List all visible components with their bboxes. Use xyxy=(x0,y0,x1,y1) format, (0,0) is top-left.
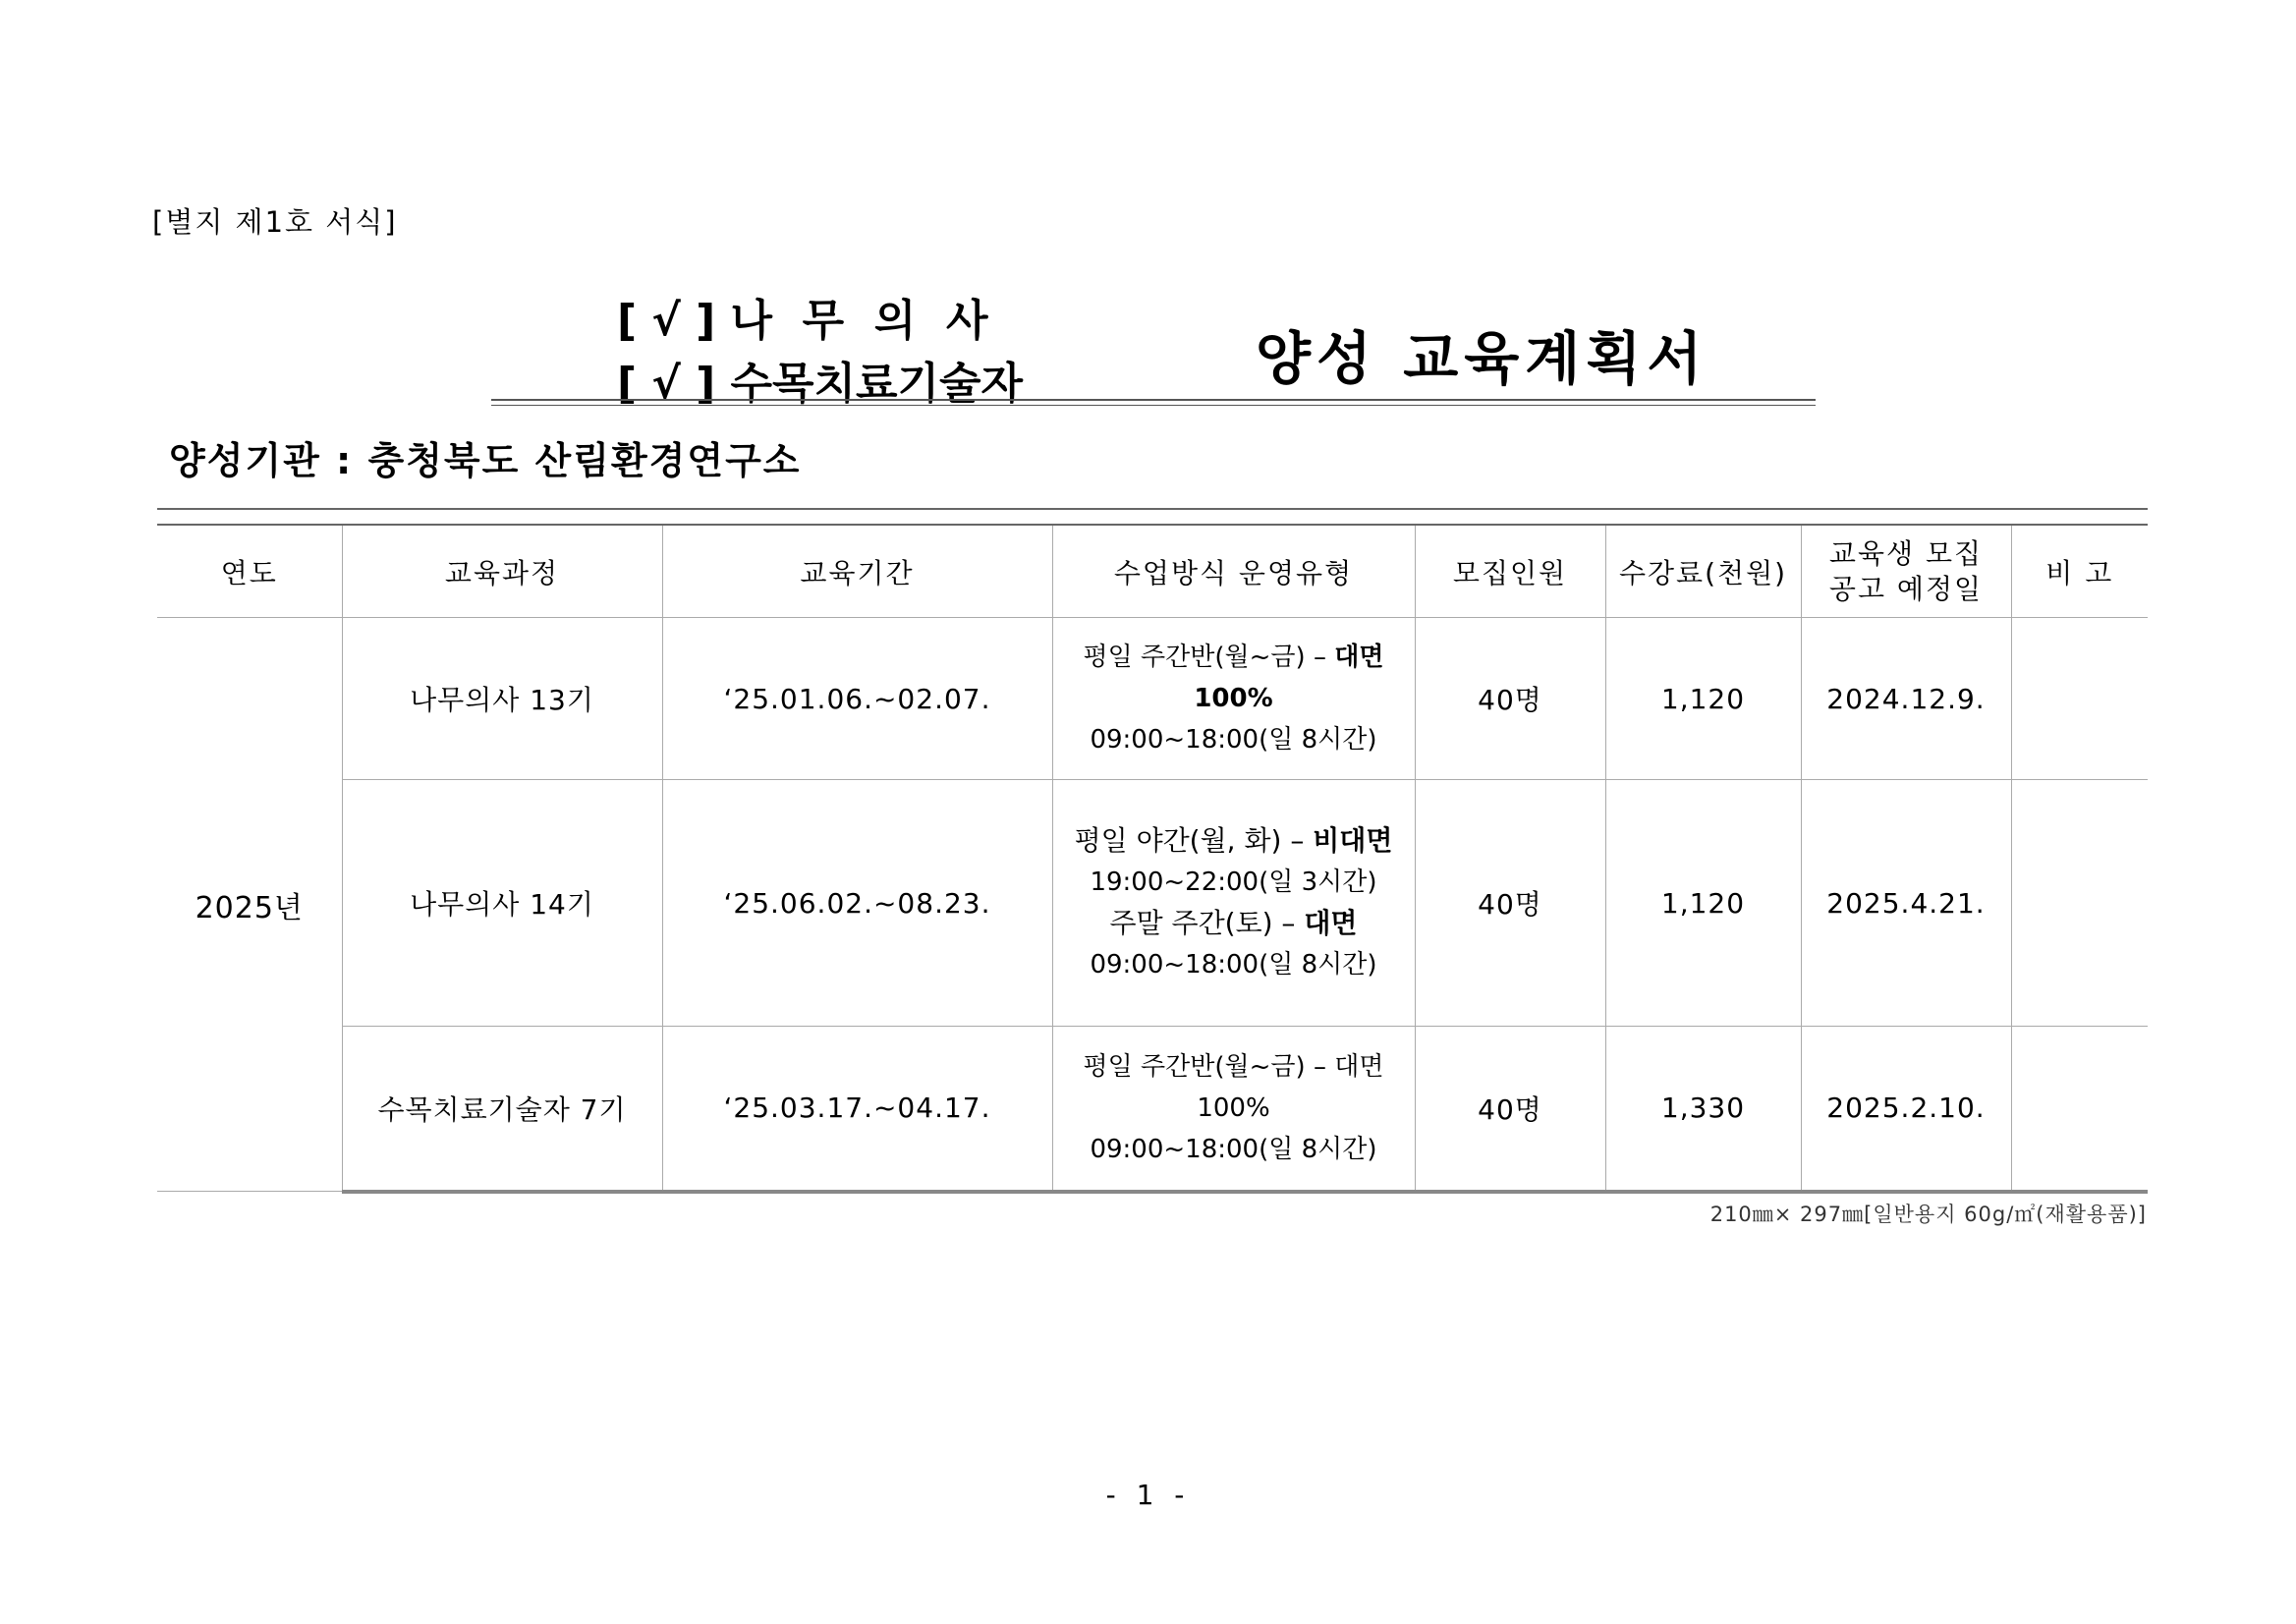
header-course: 교육과정 xyxy=(342,525,662,618)
method-cell xyxy=(1052,780,1415,1027)
course-cell: 나무의사 14기 xyxy=(342,780,662,1027)
title-checkbox-tree-doctor: [ √ ] 나 무 의 사 xyxy=(617,296,988,346)
method-line xyxy=(1053,903,1415,944)
period-cell: ‘25.03.17.~04.17. xyxy=(662,1027,1052,1192)
capacity-cell: 40명 xyxy=(1415,618,1605,780)
method-text: 평일 주간반(월~금) – 대면 100% xyxy=(1083,1051,1384,1123)
form-label: [별지 제1호 서식] xyxy=(152,205,398,239)
method-emphasis: 대면 xyxy=(1304,907,1358,939)
notice-date-cell: 2025.4.21. xyxy=(1801,780,2011,1027)
method-line xyxy=(1053,1046,1415,1129)
header-notice-date-line1: 교육생 모집 xyxy=(1828,536,1984,570)
method-line xyxy=(1053,637,1415,719)
period-cell: ‘25.01.06.~02.07. xyxy=(662,618,1052,780)
header-notice-date xyxy=(1801,525,2011,618)
table-row xyxy=(157,780,2148,1027)
header-capacity: 모집인원 xyxy=(1415,525,1605,618)
header-fee: 수강료(천원) xyxy=(1605,525,1801,618)
method-cell xyxy=(1052,618,1415,780)
method-text: 09:00~18:00(일 8시간) xyxy=(1090,950,1377,980)
header-notice-date-line2: 공고 예정일 xyxy=(1828,572,1984,605)
method-text: 09:00~18:00(일 8시간) xyxy=(1090,725,1377,755)
header-year: 연도 xyxy=(157,525,342,618)
method-line xyxy=(1053,820,1415,862)
method-text: 19:00~22:00(일 3시간) xyxy=(1090,868,1377,897)
institution-label: 양성기관 : xyxy=(169,439,368,482)
header-period: 교육기간 xyxy=(662,525,1052,618)
title-underline xyxy=(491,399,1816,401)
method-text: 주말 주간(토) – xyxy=(1109,907,1305,939)
page-number: - 1 - xyxy=(1105,1479,1191,1511)
title-underline-thin xyxy=(491,405,1816,406)
fee-cell: 1,120 xyxy=(1605,618,1801,780)
course-cell: 수목치료기술자 7기 xyxy=(342,1027,662,1192)
method-line xyxy=(1053,1129,1415,1170)
remarks-cell xyxy=(2011,780,2148,1027)
institution-name: 충청북도 산림환경연구소 xyxy=(367,439,802,482)
method-text: 평일 야간(월, 화) – xyxy=(1074,824,1314,857)
training-institution xyxy=(169,430,802,484)
education-plan-table xyxy=(157,524,2148,1194)
notice-date-cell: 2024.12.9. xyxy=(1801,618,2011,780)
method-text: 평일 주간반(월~금) – xyxy=(1083,643,1335,672)
period-cell: ‘25.06.02.~08.23. xyxy=(662,780,1052,1027)
method-line xyxy=(1053,862,1415,903)
table-top-rule xyxy=(157,508,2148,510)
fee-cell: 1,120 xyxy=(1605,780,1801,1027)
header-method: 수업방식 운영유형 xyxy=(1052,525,1415,618)
document-title: 양성 교육계획서 xyxy=(1256,325,1708,392)
method-cell xyxy=(1052,1027,1415,1192)
table-header-row xyxy=(157,525,2148,618)
fee-cell: 1,330 xyxy=(1605,1027,1801,1192)
table-row xyxy=(157,1027,2148,1192)
capacity-cell: 40명 xyxy=(1415,1027,1605,1192)
header-remarks: 비 고 xyxy=(2011,525,2148,618)
year-cell: 2025년 xyxy=(157,618,342,1192)
capacity-cell: 40명 xyxy=(1415,780,1605,1027)
title-checkbox-tree-technician: [ √ ] 수목치료기술자 xyxy=(617,359,1024,409)
method-text: 09:00~18:00(일 8시간) xyxy=(1090,1134,1377,1164)
table-row xyxy=(157,618,2148,780)
remarks-cell xyxy=(2011,618,2148,780)
method-line xyxy=(1053,944,1415,985)
remarks-cell xyxy=(2011,1027,2148,1192)
method-line xyxy=(1053,719,1415,760)
paper-specification: 210㎜× 297㎜[일반용지 60g/㎡(재활용품)] xyxy=(1709,1203,2147,1226)
method-emphasis: 비대면 xyxy=(1313,824,1393,857)
method-emphasis: 대면 100% xyxy=(1194,643,1384,713)
course-cell: 나무의사 13기 xyxy=(342,618,662,780)
notice-date-cell: 2025.2.10. xyxy=(1801,1027,2011,1192)
